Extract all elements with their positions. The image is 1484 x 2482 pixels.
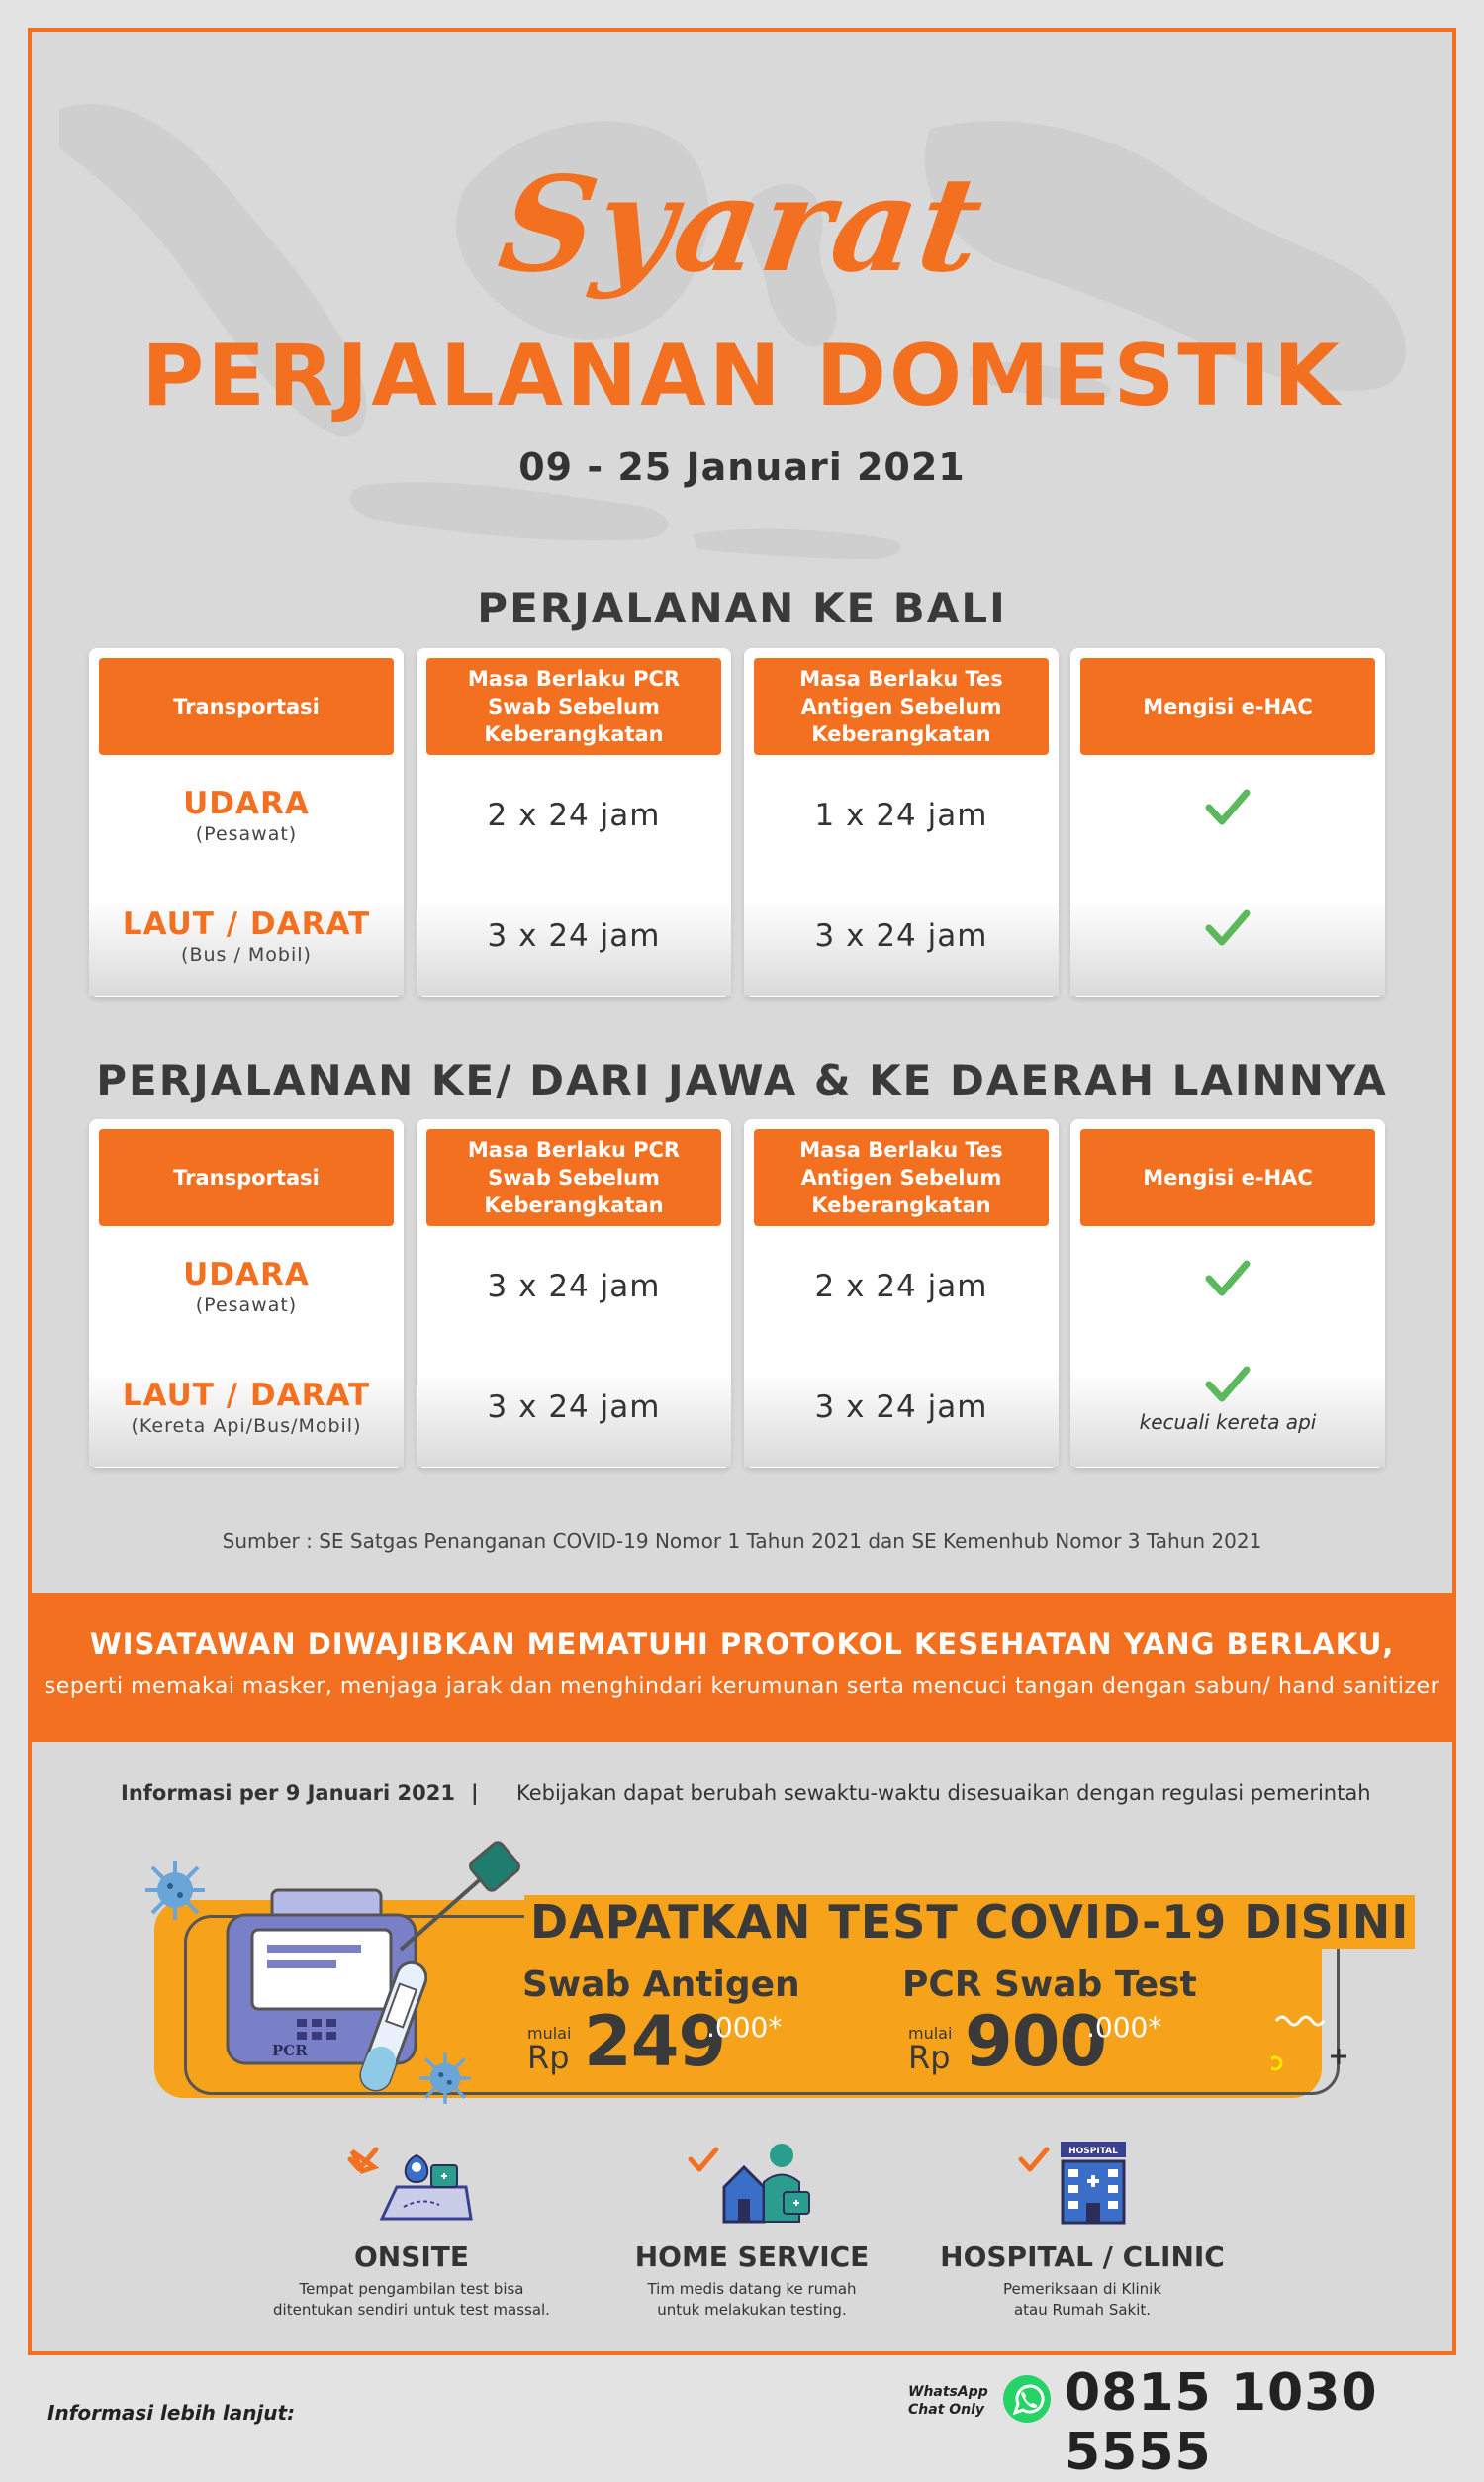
transport-mode: UDARA [183,786,310,821]
column-antigen [744,648,1059,997]
service-description: Tim medis datang ke rumah untuk melakukan testing. [647,2280,857,2319]
header-ehac: Mengisi e-HAC [1080,658,1375,755]
pcr-price-currency: Rp [908,2039,951,2076]
check-icon [1205,1365,1251,1404]
section-title-bali: PERJALANAN KE BALI [477,584,1007,632]
antigen-value: 2 x 24 jam [814,1269,988,1304]
pcr-price-prefix: mulai [908,2024,953,2043]
transport-vehicle: (Bus / Mobil) [181,944,312,966]
column-pcr [417,648,731,997]
service-description: Pemeriksaan di Klinik atau Rumah Sakit. [1002,2280,1162,2319]
phone-number[interactable]: 0815 1030 5555 [1065,2363,1378,2482]
banner-subline: seperti memakai masker, menjaga jarak dan menghindari kerumunan serta mencuci tangan dengan sabun/ hand sanitizer [44,1674,1440,1699]
virus-icon [140,1856,210,1925]
header-ehac: Mengisi e-HAC [1080,1129,1375,1226]
service-name: ONSITE [353,2241,470,2273]
service-name: HOSPITAL / CLINIC [940,2241,1225,2273]
transport-mode: UDARA [183,1257,310,1292]
column-transport [89,1119,404,1468]
antigen-value: 3 x 24 jam [814,1389,988,1425]
date-range: 09 - 25 Januari 2021 [518,445,966,489]
header-pcr: Masa Berlaku PCR Swab Sebelum Keberangkatan [426,658,721,755]
antigen-price-name: Swab Antigen [522,1964,800,2005]
column-antigen [744,1119,1059,1468]
decorative-squiggle-icon [1271,2009,1350,2078]
info-separator: | [471,1781,479,1805]
check-icon [1205,1259,1251,1298]
pcr-price-decimals: .000* [1086,2011,1162,2044]
header-antigen: Masa Berlaku Tes Antigen Sebelum Keberangkatan [754,658,1049,755]
transport-vehicle: (Pesawat) [195,823,298,845]
transport-mode: LAUT / DARAT [122,907,371,942]
table-row [89,876,404,997]
antigen-price-prefix: mulai [527,2024,572,2043]
service-home [594,2138,910,2321]
table-bali [89,648,1385,997]
antigen-price-currency: Rp [527,2039,570,2076]
antigen-value: 3 x 24 jam [814,918,988,954]
header-transport: Transportasi [99,1129,394,1226]
antigen-value: 1 x 24 jam [814,798,988,833]
column-ehac [1070,648,1385,997]
column-pcr [417,1119,731,1468]
info-date: Informasi per 9 Januari 2021 [121,1781,455,1805]
service-onsite [253,2138,570,2321]
source-note: Sumber : SE Satgas Penanganan COVID-19 Nomor 1 Tahun 2021 dan SE Kemenhub Nomor 3 Tahun 2021 [222,1529,1262,1553]
banner-headline: WISATAWAN DIWAJIBKAN MEMATUHI PROTOKOL KESEHATAN YANG BERLAKU, [89,1627,1395,1661]
script-title: Syarat [491,148,993,302]
service-hospital [924,2138,1241,2321]
pcr-value: 3 x 24 jam [487,1389,661,1425]
table-row [89,1347,404,1468]
hospital-icon [1013,2138,1152,2227]
map-pin-icon [342,2138,481,2227]
check-icon [1205,788,1251,827]
pcr-price-name: PCR Swab Test [902,1964,1197,2005]
table-row [89,1226,404,1347]
transport-vehicle: (Kereta Api/Bus/Mobil) [131,1415,362,1437]
pcr-machine-label: PCR [272,2042,308,2059]
ehac-exception-note: kecuali kereta api [1139,1410,1317,1434]
table-jawa [89,1119,1385,1468]
header-antigen: Masa Berlaku Tes Antigen Sebelum Keberangkatan [754,1129,1049,1226]
check-icon [1205,908,1251,948]
hospital-sign: HOSPITAL [1068,2147,1118,2156]
pcr-value: 3 x 24 jam [487,1269,661,1304]
service-description: Tempat pengambilan test bisa ditentukan sendiri untuk test massal. [273,2280,550,2319]
pcr-price: 900 [965,2001,1107,2082]
transport-mode: LAUT / DARAT [122,1378,371,1413]
swab-icon [391,1841,529,1959]
antigen-price: 249 [584,2001,726,2082]
antigen-price-decimals: .000* [706,2011,783,2044]
main-title: PERJALANAN DOMESTIK [141,327,1343,426]
header-transport: Transportasi [99,658,394,755]
transport-vehicle: (Pesawat) [195,1294,298,1316]
section-title-jawa: PERJALANAN KE/ DARI JAWA & KE DAERAH LAINNYA [96,1056,1388,1104]
header-pcr: Masa Berlaku PCR Swab Sebelum Keberangkatan [426,1129,721,1226]
table-row [89,755,404,876]
protocol-banner [32,1593,1452,1742]
promo-title: DAPATKAN TEST COVID-19 DISINI [524,1895,1415,1949]
footer-info-label: Informasi lebih lanjut: [47,2401,296,2425]
service-name: HOME SERVICE [634,2241,870,2273]
column-ehac [1070,1119,1385,1468]
home-icon [683,2138,821,2227]
test-tube-icon [358,1955,427,2103]
pcr-value: 2 x 24 jam [487,798,661,833]
whatsapp-label: WhatsApp Chat Only [908,2384,988,2418]
whatsapp-icon[interactable] [1001,2373,1053,2425]
pcr-value: 3 x 24 jam [487,918,661,954]
column-transport [89,648,404,997]
info-policy: Kebijakan dapat berubah sewaktu-waktu disesuaikan dengan regulasi pemerintah [516,1781,1371,1805]
